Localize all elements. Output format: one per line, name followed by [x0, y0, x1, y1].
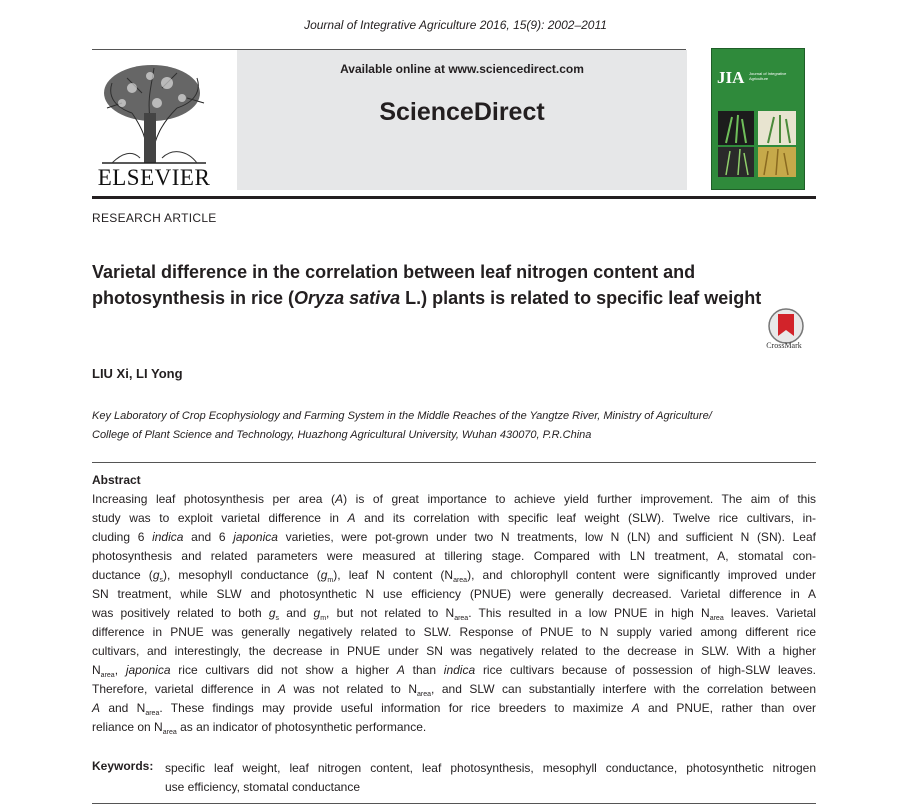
abstract-line: Increasing leaf photosynthesis per area (A) is of great importance to achieve yield further improvement. The aim of this [92, 492, 816, 506]
author-affiliation [92, 407, 822, 445]
abstract-line: photosynthesis and related parameters were measured at tillering stage. Compared with LN treatment, A, stomatal con- [92, 549, 816, 563]
elsevier-wordmark: ELSEVIER [97, 165, 211, 190]
author-list: LIU Xi, LI Yong [92, 366, 183, 381]
abstract-line: A and $N_{area}$. These findings may provide useful information for rice breeders to maximize A and PNUE, rather than over [92, 701, 816, 717]
abstract-line: SN treatment, while SLW and photosynthetic N use efficiency (PNUE) were generally decreased. Varietal difference in A [92, 587, 816, 601]
article-title: Varietal difference in the correlation between leaf nitrogen content and photosynthesis in rice (Oryza sativa L.) plants is related to specific leaf weight [92, 262, 762, 308]
journal-citation: Journal of Integrative Agriculture 2016, 15(9): 2002–2011 [304, 18, 607, 32]
sciencedirect-title[interactable]: ScienceDirect [379, 98, 545, 126]
abstract-line: study was to exploit varietal difference in A and its correlation with specific leaf weight (SLW). Twelve rice cultivars, in- [92, 511, 816, 525]
abstract-line: $N_{area}$, japonica rice cultivars did not show a higher A than indica rice cultivars because of possession of high-SLW leaves. [92, 663, 816, 679]
abstract-line: cultivars, and interestingly, the decrease in PNUE under SN was negatively related to the decrease in SLW. With a higher [92, 644, 816, 658]
journal-cover-image [711, 48, 805, 190]
keywords-line-1: specific leaf weight, leaf nitrogen content, leaf photosynthesis, mesophyll conductance, photosynthetic nitrogen [165, 761, 816, 775]
cover-title: JIA [717, 68, 745, 87]
cover-subtitle: Journal of Integrative Agriculture [749, 71, 787, 81]
abstract-line: Therefore, varietal difference in A was not related to $N_{area}$, and SLW can substantially interfere with the correlation between [92, 682, 817, 698]
keywords-bottom-rule [92, 803, 816, 804]
abstract-line: ductance $(g_s)$, mesophyll conductance $(g_m)$, leaf N content $(N_{area})$, and chlorophyll content were significantly improved under [92, 568, 816, 584]
abstract-heading: Abstract [92, 473, 141, 487]
keywords-line-2: use efficiency, stomatal conductance [165, 780, 360, 794]
keywords-label: Keywords: [92, 759, 154, 773]
cover-plant-photos-icon [718, 111, 798, 179]
affiliation-line-2: College of Plant Science and Technology, Huazhong Agricultural University, Wuhan 430070, P.R.China [92, 429, 592, 441]
abstract-top-rule [92, 462, 816, 463]
abstract-line: reliance on $N_{area}$ as an indicator of photosynthetic performance. [92, 720, 427, 736]
crossmark-label: CrossMark [766, 341, 802, 350]
article-type-label: RESEARCH ARTICLE [92, 211, 217, 225]
available-online-text[interactable]: Available online at www.sciencedirect.com [340, 62, 584, 76]
abstract-line: was positively related to both $g_s$ and $g_m$, but not related to $N_{area}$. This resulted in a low PNUE in high $N_{area}$ leaves. Varietal [92, 606, 816, 622]
abstract-line: difference in PNUE was generally negatively related to SLW. Response of PNUE to N supply varied among different rice [92, 625, 816, 639]
header-bottom-rule [92, 196, 816, 199]
abstract-line: cluding 6 indica and 6 japonica varieties, were pot-grown under two N treatments, low N (LN) and sufficient N (SN). Leaf [92, 530, 816, 544]
sciencedirect-header-box [237, 50, 687, 190]
affiliation-line-1: Key Laboratory of Crop Ecophysiology and Farming System in the Middle Reaches of the Yangtze River, Ministry of Agriculture/ [92, 410, 712, 422]
